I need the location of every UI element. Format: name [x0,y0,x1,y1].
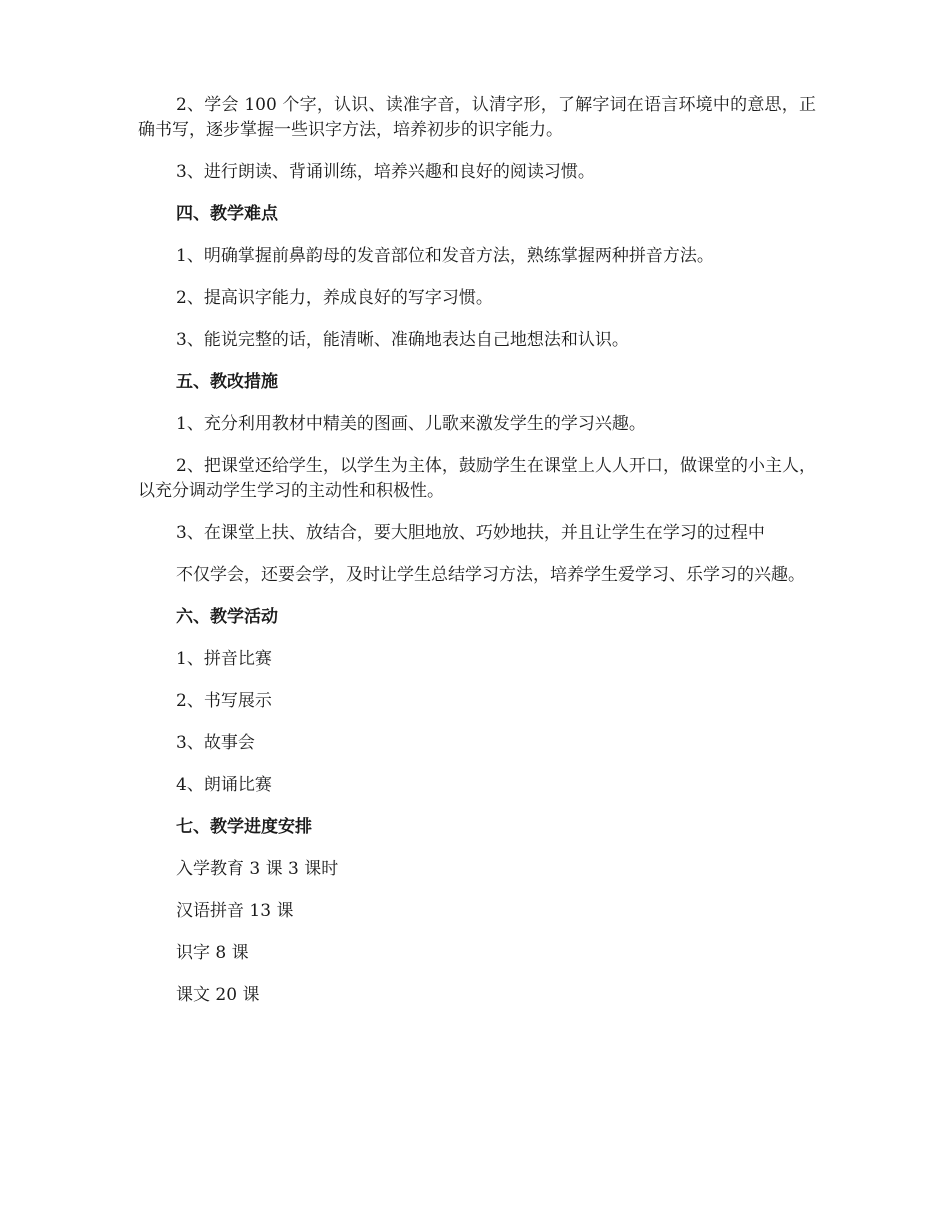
section-heading-reform-measures: 五、教改措施 [176,372,278,392]
difficulty-item-2: 2、提高识字能力，养成良好的写字习惯。 [176,288,493,308]
measure-item-3: 3、在课堂上扶、放结合，要大胆地放、巧妙地扶，并且让学生在学习的过程中 [176,523,765,543]
activity-item-3: 3、故事会 [176,733,255,753]
goal-item-2: 2、学会 100 个字，认识、读准字音，认清字形，了解字词在语言环境中的意思，正确书写，逐步掌握一些识字方法，培养初步的识字能力。 [138,95,816,140]
goal-item-3: 3、进行朗读、背诵训练，培养兴趣和良好的阅读习惯。 [176,162,595,182]
document-body [138,93,816,1025]
difficulty-item-3: 3、能说完整的话，能清晰、准确地表达自己地想法和认识。 [176,330,629,350]
section-heading-activities: 六、教学活动 [176,607,278,627]
activity-item-2: 2、书写展示 [176,691,272,711]
schedule-item-entrance-education: 入学教育 3 课 3 课时 [176,859,339,879]
schedule-item-texts: 课文 20 课 [176,985,260,1005]
section-heading-difficulties: 四、教学难点 [176,204,278,224]
activity-item-1: 1、拼音比赛 [176,649,272,669]
section-heading-schedule: 七、教学进度安排 [176,817,312,837]
activity-item-4: 4、朗诵比赛 [176,775,272,795]
difficulty-item-1: 1、明确掌握前鼻韵母的发音部位和发音方法，熟练掌握两种拼音方法。 [176,246,714,266]
measure-item-1: 1、充分利用教材中精美的图画、儿歌来激发学生的学习兴趣。 [176,414,646,434]
schedule-item-pinyin: 汉语拼音 13 课 [176,901,294,921]
measure-item-3-continued: 不仅学会，还要会学，及时让学生总结学习方法，培养学生爱学习、乐学习的兴趣。 [176,565,805,585]
schedule-item-literacy: 识字 8 课 [176,943,249,963]
measure-item-2: 2、把课堂还给学生，以学生为主体，鼓励学生在课堂上人人开口，做课堂的小主人，以充分调动学生学习的主动性和积极性。 [138,456,816,501]
